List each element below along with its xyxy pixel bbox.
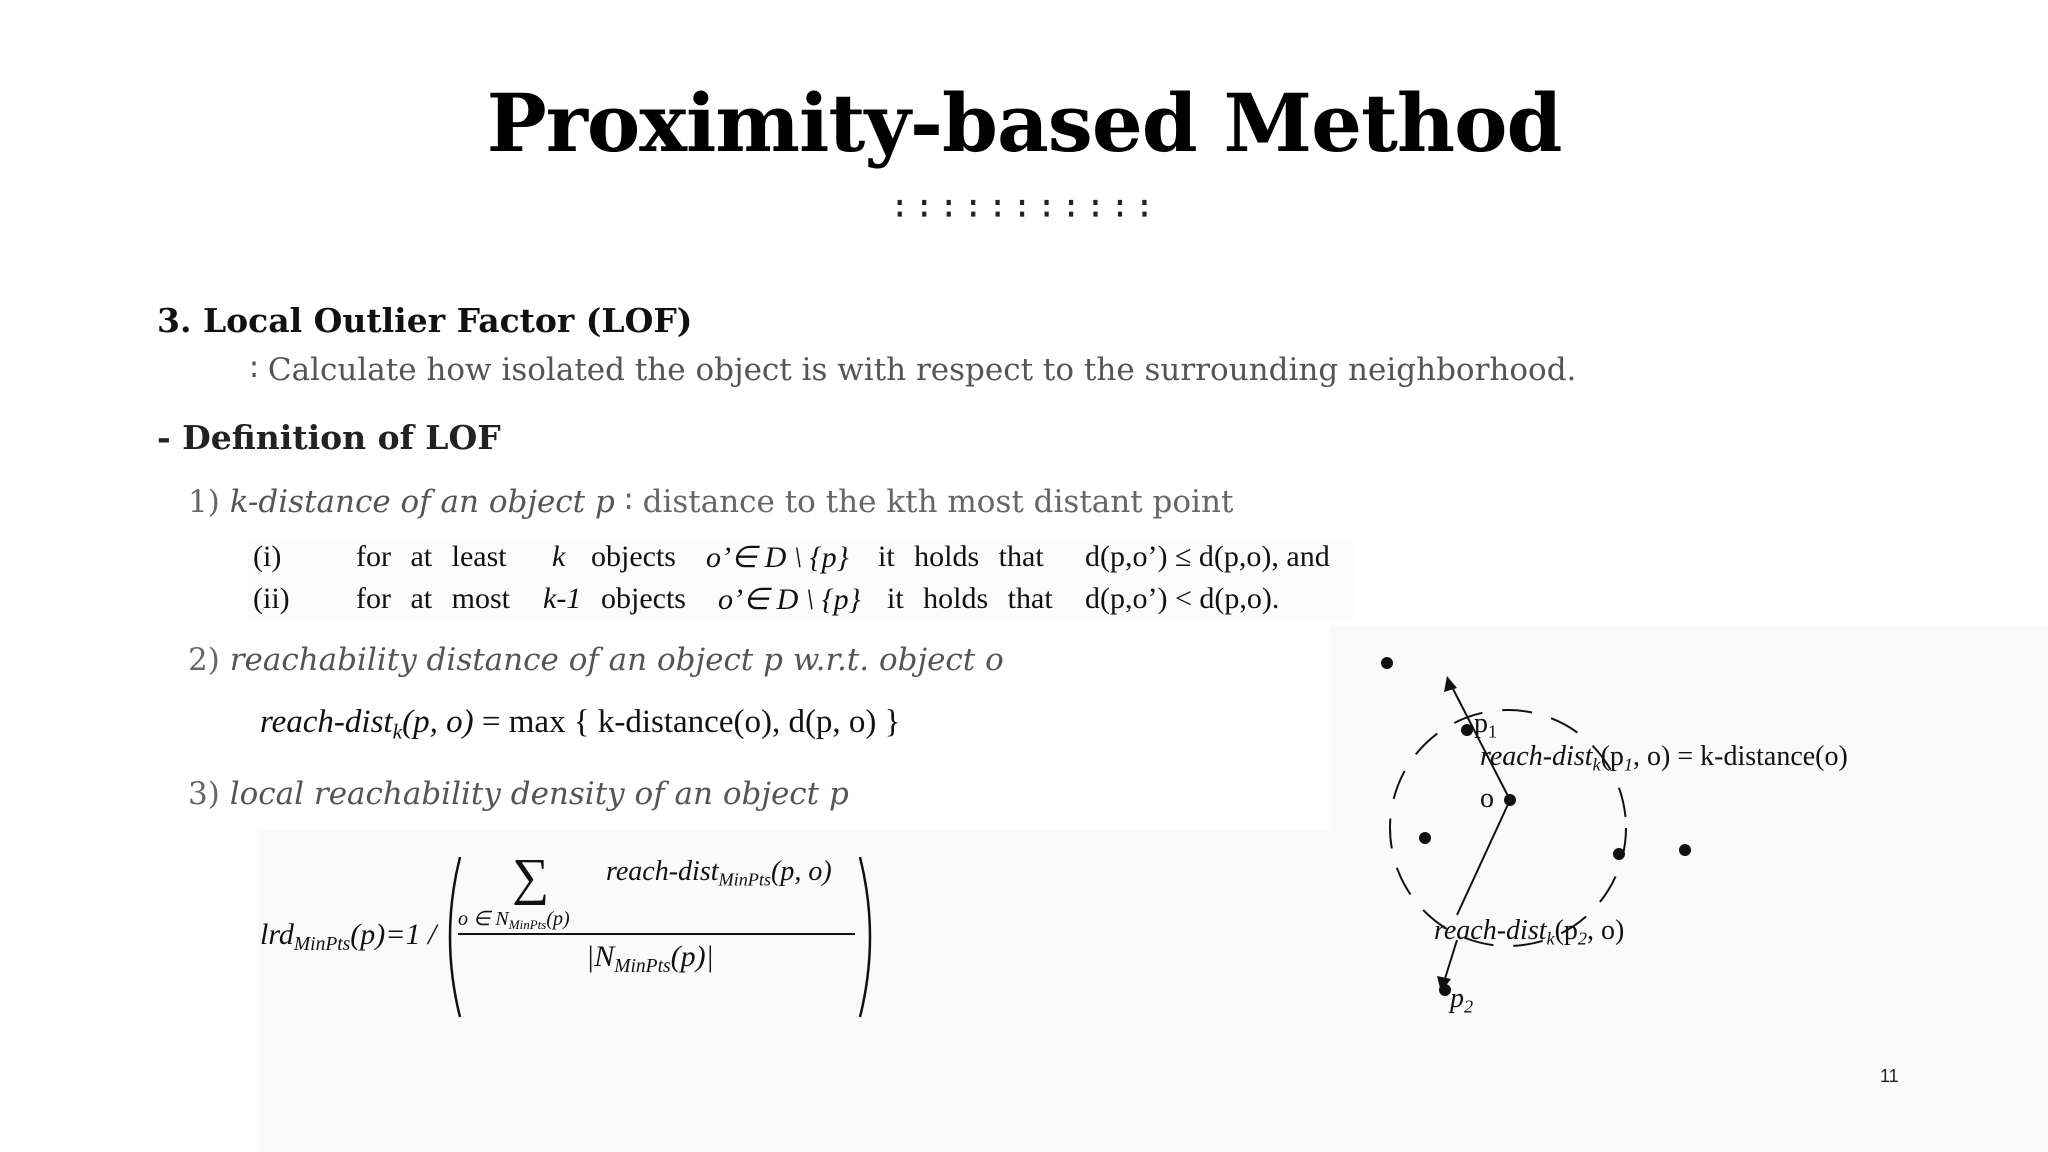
condition-text: it holds that [878, 540, 1044, 573]
label-subscript: 1 [1488, 721, 1498, 742]
condition-text: for at most [356, 582, 510, 615]
definition-item-2 [188, 642, 1004, 678]
formula-subscript: MinPts [293, 933, 351, 955]
sum-under [458, 906, 570, 933]
data-point [1419, 832, 1431, 844]
sum-under-text: o ∈ N [458, 908, 509, 930]
sum-under-args: (p) [546, 908, 570, 930]
condition-row-1 [253, 540, 1353, 576]
condition-label: (ii) [253, 582, 290, 615]
item-number: 1) [188, 484, 220, 520]
formula-args: (p)=1 / [350, 918, 437, 951]
condition-set: o’∈ D \ {p} [718, 583, 861, 616]
item-number: 3) [188, 776, 220, 812]
reach-line-o [1457, 800, 1510, 915]
sum-symbol: ∑ [512, 849, 550, 906]
definition-heading: - Definition of LOF [157, 418, 501, 457]
condition-relation: d(p,o’) ≤ d(p,o), and [1085, 540, 1330, 573]
formula-subscript: k [392, 719, 403, 744]
numerator-subscript: MinPts [718, 869, 772, 890]
page-number: 11 [1880, 1066, 1899, 1086]
data-point [1679, 844, 1691, 856]
formula-lhs: reach-dist [260, 704, 393, 740]
label-o: o [1480, 783, 1494, 814]
section-description: ∶ Calculate how isolated the object is with respect to the surrounding neighborhood. [250, 352, 1577, 388]
annotation-text: reach-dist [1480, 741, 1593, 772]
lrd-lhs [260, 918, 436, 956]
item-term: reachability distance of an object p w.r.t. object o [229, 642, 1004, 678]
formula-args: (p, o) [402, 704, 474, 740]
annotation-p2 [1434, 915, 1624, 949]
annotation-rest: , o) [1587, 915, 1625, 946]
lrd-denominator [586, 940, 714, 978]
annotation-subscript: k [1546, 928, 1555, 949]
item-number: 2) [188, 642, 220, 678]
annotation-subscript: 1 [1623, 754, 1633, 775]
annotation-args: (p [1554, 915, 1578, 946]
item-term: local reachability density of an object p [229, 776, 849, 812]
data-point [1381, 657, 1393, 669]
label-text: p [1474, 708, 1488, 739]
denominator-subscript: MinPts [614, 955, 671, 977]
label-p2 [1450, 983, 1473, 1017]
annotation-subscript: 2 [1577, 928, 1587, 949]
numerator-text: reach-dist [606, 856, 719, 887]
formula-rhs: = max { k-distance(o), d(p, o) } [473, 704, 901, 740]
condition-set: o’∈ D \ {p} [706, 541, 849, 574]
data-point [1613, 848, 1625, 860]
annotation-rest: , o) = k-distance(o) [1633, 741, 1848, 772]
slide-title: Proximity-based Method [486, 76, 1562, 170]
lrd-numerator [606, 856, 832, 890]
condition-label: (i) [253, 540, 282, 573]
section-heading: 3. Local Outlier Factor (LOF) [157, 301, 693, 340]
annotation-p1 [1480, 741, 1848, 775]
formula-lhs: lrd [260, 918, 294, 951]
title-divider: ∶∶∶∶∶∶∶∶∶∶∶ [889, 188, 1159, 228]
condition-row-2 [253, 582, 1353, 618]
annotation-subscript: k [1592, 754, 1601, 775]
condition-var: k-1 [543, 582, 582, 615]
definition-item-3 [188, 776, 849, 812]
arrow-head [1444, 676, 1457, 692]
condition-var: k [552, 540, 566, 573]
label-text: p [1450, 983, 1464, 1014]
lof-diagram [1340, 640, 2040, 1040]
item-text: ∶ distance to the kth most distant point [624, 484, 1234, 520]
denominator-text: |N [586, 940, 615, 973]
definition-item-1 [188, 484, 1233, 520]
label-p1 [1474, 708, 1497, 742]
reach-dist-formula [260, 704, 901, 744]
numerator-args: (p, o) [771, 856, 832, 887]
sum-under-subscript: MinPts [508, 916, 547, 932]
condition-text: for at least [356, 540, 507, 573]
condition-text: objects [591, 540, 676, 573]
item-term: k-distance of an object p [229, 484, 615, 520]
condition-relation: d(p,o’) < d(p,o). [1085, 582, 1280, 615]
annotation-text: reach-dist [1434, 915, 1547, 946]
condition-text: objects [601, 582, 686, 615]
label-subscript: 2 [1464, 996, 1474, 1017]
condition-text: it holds that [887, 582, 1053, 615]
denominator-args: (p)| [670, 940, 714, 973]
annotation-args: (p [1600, 741, 1624, 772]
